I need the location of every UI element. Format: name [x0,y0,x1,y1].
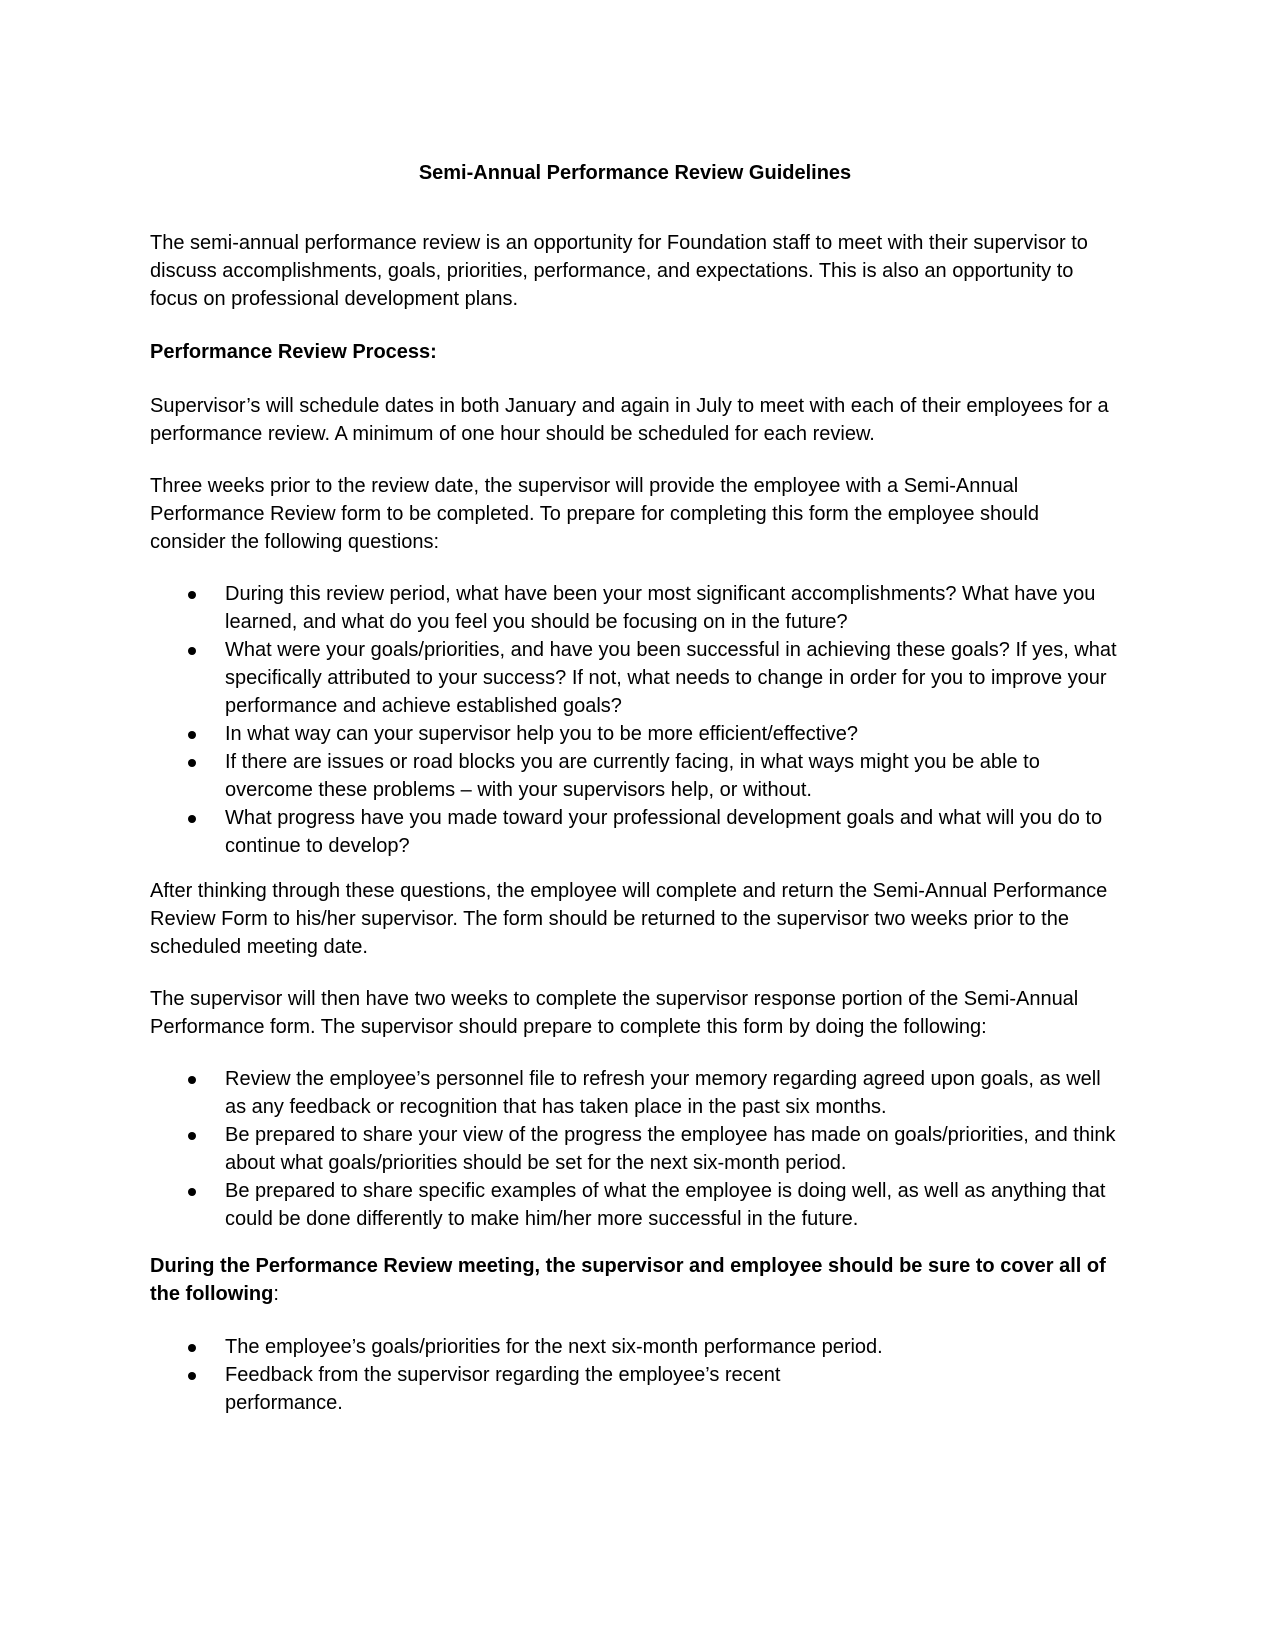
schedule-paragraph: Supervisor’s will schedule dates in both January and again in July to meet with each of their employees for a performance review. A minimum of one hour should be scheduled for each review. [150,395,1109,445]
bullet-icon [188,1344,196,1352]
employee-questions-list [150,580,1120,860]
meeting-items-list [150,1333,1120,1417]
list-item [150,804,1120,860]
bullet-icon [188,759,196,767]
list-item-text: The employee’s goals/priorities for the next six-month performance period. [225,1336,883,1358]
bullet-icon [188,1372,196,1380]
bullet-icon [188,815,196,823]
list-item [150,1361,1120,1417]
supervisor-steps-list [150,1065,1120,1233]
list-item [150,636,1120,720]
meeting-heading-text: During the Performance Review meeting, the supervisor and employee should be sure to cover all of the following [150,1255,1106,1305]
list-item-text: In what way can your supervisor help you to be more efficient/effective? [225,723,858,745]
after-paragraph: After thinking through these questions, the employee will complete and return the Semi-Annual Performance Review Form to his/her supervisor. The form should be returned to the supervisor two weeks prior to the scheduled meeting date. [150,880,1108,958]
list-item [150,1065,1120,1121]
bullet-icon [188,1132,196,1140]
list-item [150,1121,1120,1177]
list-item-text: During this review period, what have been your most significant accomplishments? What have you learned, and what do you feel you should be focusing on in the future? [225,583,1096,633]
list-item-text: What progress have you made toward your professional development goals and what will you do to continue to develop? [225,807,1103,857]
list-item-text: Be prepared to share specific examples of what the employee is doing well, as well as anything that could be done differently to make him/her more successful in the future. [225,1180,1106,1230]
meeting-heading [150,1252,1120,1308]
bullet-icon [188,647,196,655]
bullet-icon [188,1188,196,1196]
list-item-text: Feedback from the supervisor regarding the employee’s recent performance. [225,1364,781,1414]
list-item-text: Be prepared to share your view of the progress the employee has made on goals/priorities, and think about what goals/priorities should be set for the next six-month period. [225,1124,1116,1174]
document-title: Semi-Annual Performance Review Guidelines [418,162,852,184]
list-item-text: Review the employee’s personnel file to refresh your memory regarding agreed upon goals, as well as any feedback or recognition that has taken place in the past six months. [225,1068,1101,1118]
list-item [150,1333,1120,1361]
meeting-heading-colon: : [273,1283,279,1305]
list-item-text: What were your goals/priorities, and have you been successful in achieving these goals? If yes, what specifically attributed to your success? If not, what needs to change in order for you to improve your performance and achieve established goals? [225,639,1117,717]
list-item [150,1177,1120,1233]
process-heading: Performance Review Process: [150,341,437,363]
list-item [150,580,1120,636]
bullet-icon [188,591,196,599]
supervisor-paragraph: The supervisor will then have two weeks to complete the supervisor response portion of the Semi-Annual Performance form. The supervisor should prepare to complete this form by doing the following: [150,988,1079,1038]
bullet-icon [188,731,196,739]
bullet-icon [188,1076,196,1084]
list-item [150,748,1120,804]
prior-paragraph: Three weeks prior to the review date, the supervisor will provide the employee with a Semi-Annual Performance Review form to be completed. To prepare for completing this form the employee should consider the following questions: [150,475,1039,553]
list-item-text: If there are issues or road blocks you are currently facing, in what ways might you be able to overcome these problems – with your supervisors help, or without. [225,751,1040,801]
intro-paragraph: The semi-annual performance review is an opportunity for Foundation staff to meet with their supervisor to discuss accomplishments, goals, priorities, performance, and expectations. This is also an opportunity to focus on professional development plans. [150,232,1088,310]
list-item [150,720,1120,748]
